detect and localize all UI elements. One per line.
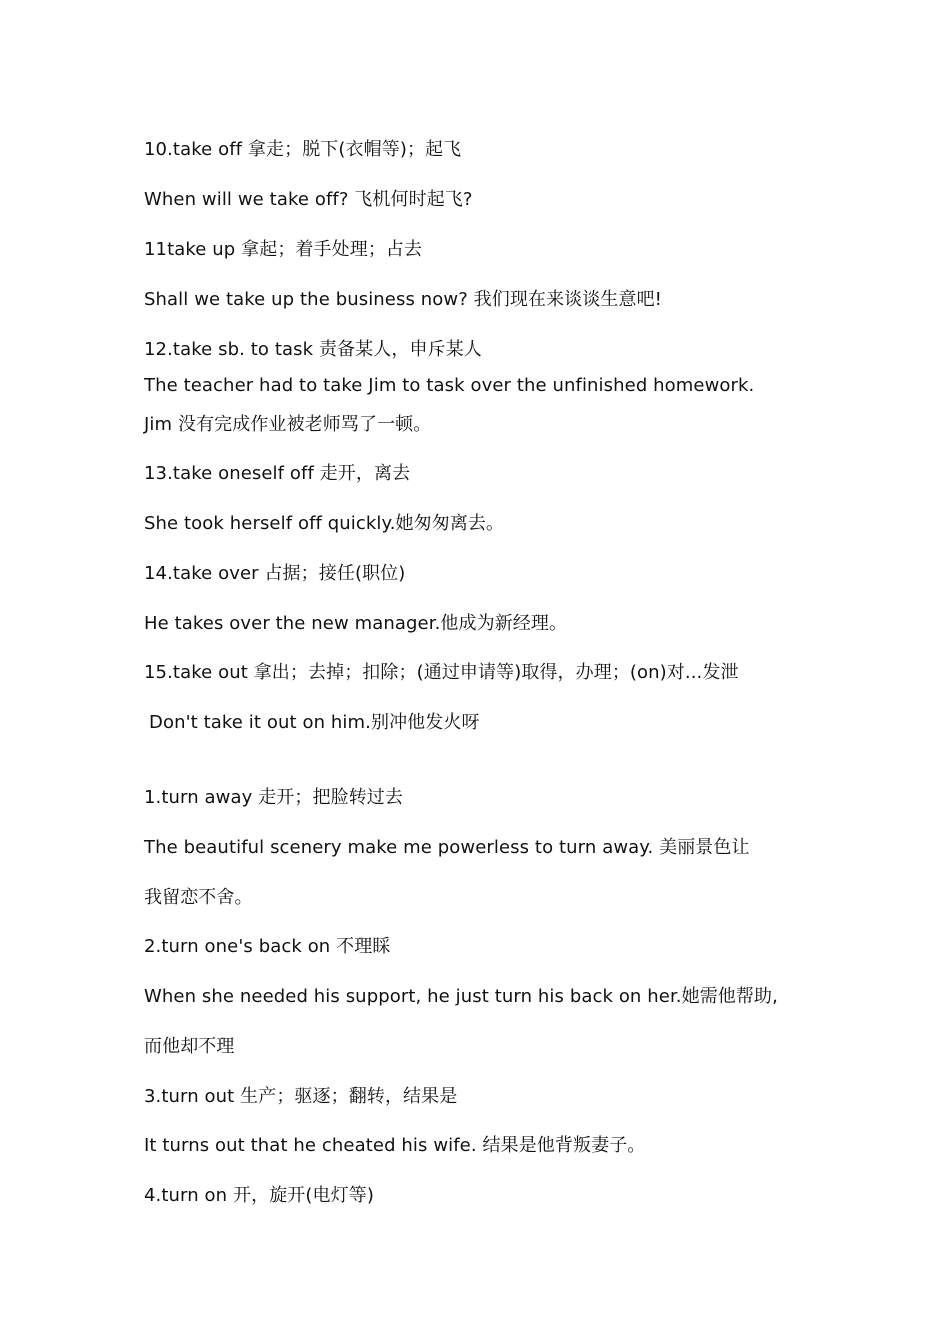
phrase-heading: 4.turn on 开，旋开(电灯等) — [144, 1185, 374, 1206]
example-sentence: He takes over the new manager.他成为新经理。 — [144, 613, 568, 634]
example-sentence: Don't take it out on him.别冲他发火呀 — [149, 712, 480, 733]
phrase-heading: 14.take over 占据；接任(职位) — [144, 563, 406, 584]
example-sentence: Shall we take up the business now? 我们现在来谈谈生意吧! — [144, 289, 662, 310]
phrase-heading: 13.take oneself off 走开，离去 — [144, 463, 411, 484]
example-translation: 而他却不理 — [144, 1036, 235, 1057]
example-translation: 我留恋不舍。 — [144, 887, 253, 908]
example-sentence: The teacher had to take Jim to task over the unfinished homework. — [144, 375, 755, 396]
example-sentence: When will we take off? 飞机何时起飞? — [144, 189, 473, 210]
example-sentence: She took herself off quickly.她匆匆离去。 — [144, 513, 505, 534]
example-sentence: When she needed his support, he just turn his back on her.她需他帮助, — [144, 986, 778, 1007]
phrase-heading: 10.take off 拿走；脱下(衣帽等)；起飞 — [144, 139, 462, 160]
phrase-heading: 1.turn away 走开；把脸转过去 — [144, 787, 404, 808]
phrase-heading: 2.turn one's back on 不理睬 — [144, 936, 391, 957]
phrase-heading: 3.turn out 生产；驱逐；翻转，结果是 — [144, 1086, 458, 1107]
phrase-heading: 15.take out 拿出；去掉；扣除；(通过申请等)取得，办理；(on)对...发泄 — [144, 662, 739, 683]
example-sentence: It turns out that he cheated his wife. 结果是他背叛妻子。 — [144, 1135, 646, 1156]
example-sentence: The beautiful scenery make me powerless to turn away. 美丽景色让 — [144, 837, 750, 858]
phrase-heading: 12.take sb. to task 责备某人，申斥某人 — [144, 339, 482, 360]
phrase-heading: 11take up 拿起；着手处理；占去 — [144, 239, 423, 260]
example-translation: Jim 没有完成作业被老师骂了一顿。 — [144, 414, 432, 435]
